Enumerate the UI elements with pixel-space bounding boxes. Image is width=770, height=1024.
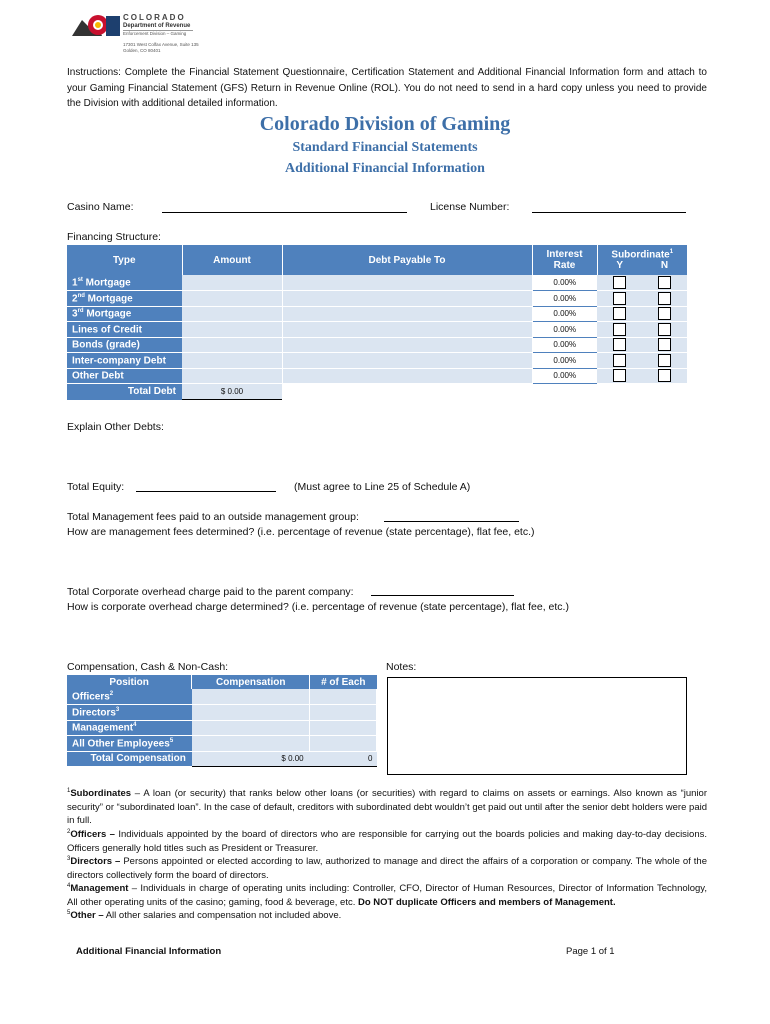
subordinate-yes-checkbox[interactable]	[597, 337, 642, 353]
overhead-question: How is corporate overhead charge determined? (i.e. percentage of revenue (state percentage), flat fee, etc.)	[67, 601, 569, 613]
financing-row	[67, 291, 687, 307]
header-interest-rate: Interest Rate	[532, 245, 597, 275]
amount-input[interactable]	[182, 353, 282, 369]
count-input[interactable]	[310, 736, 377, 752]
compensation-table	[67, 675, 377, 767]
subordinate-no-checkbox[interactable]	[642, 368, 687, 384]
debt-payable-input[interactable]	[282, 275, 532, 291]
casino-name-field[interactable]	[162, 212, 407, 213]
financing-row	[67, 306, 687, 322]
subordinate-no-checkbox[interactable]	[642, 353, 687, 369]
debt-payable-input[interactable]	[282, 306, 532, 322]
financing-structure-label: Financing Structure:	[67, 231, 161, 243]
compensation-row	[67, 705, 377, 721]
interest-rate-input[interactable]: 0.00%	[532, 275, 597, 291]
compensation-input[interactable]	[192, 689, 310, 705]
subordinate-yes-checkbox[interactable]	[597, 322, 642, 338]
notes-field[interactable]	[387, 677, 687, 775]
subtitle-additional: Additional Financial Information	[285, 161, 485, 176]
financing-row-type: Other Debt	[67, 368, 182, 384]
management-fees-question: How are management fees determined? (i.e. percentage of revenue (state percentage), flat fee, etc.)	[67, 526, 535, 538]
total-equity-label: Total Equity:	[67, 481, 125, 493]
overhead-field[interactable]	[371, 595, 514, 596]
logo-state: COLORADO	[123, 13, 186, 22]
footnote-directors: $^3$Directors – Persons appointed or elected according to law, authorized to manage and direct the affairs of a corporation or company. The whole of the directors collectively form the board of directors.	[67, 856, 707, 881]
amount-input[interactable]	[182, 306, 282, 322]
logo-address-line1: 17301 West Colfax Avenue, Suite 135	[123, 42, 199, 47]
header-count: # of Each	[310, 675, 377, 689]
interest-rate-input[interactable]: 0.00%	[532, 368, 597, 384]
overhead-label: Total Corporate overhead charge paid to the parent company:	[67, 586, 354, 598]
debt-payable-input[interactable]	[282, 353, 532, 369]
financing-row	[67, 337, 687, 353]
total-compensation-value: $ 0.00	[192, 751, 310, 766]
financing-row-type: 3rd Mortgage	[67, 306, 182, 322]
total-debt-value: $ 0.00	[182, 384, 282, 400]
page-title: Colorado Division of Gaming	[259, 113, 511, 135]
compensation-input[interactable]	[192, 705, 310, 721]
notes-label: Notes:	[386, 661, 417, 673]
amount-input[interactable]	[182, 322, 282, 338]
subordinate-yes-checkbox[interactable]	[597, 291, 642, 307]
footnote-other: $^5$Other – All other salaries and compensation not included above.	[67, 910, 342, 922]
subordinate-no-checkbox[interactable]	[642, 275, 687, 291]
financing-row	[67, 275, 687, 291]
subordinate-no-checkbox[interactable]	[642, 322, 687, 338]
subordinate-yes-checkbox[interactable]	[597, 306, 642, 322]
financing-row	[67, 353, 687, 369]
explain-other-debts-label: Explain Other Debts:	[67, 421, 164, 433]
debt-payable-input[interactable]	[282, 322, 532, 338]
compensation-row-position: Directors$^3$	[67, 705, 192, 721]
financing-row	[67, 322, 687, 338]
amount-input[interactable]	[182, 275, 282, 291]
count-input[interactable]	[310, 689, 377, 705]
management-fees-label: Total Management fees paid to an outside management group:	[67, 511, 359, 523]
subordinate-yes-checkbox[interactable]	[597, 353, 642, 369]
financing-row	[67, 368, 687, 384]
financing-row-type: Lines of Credit	[67, 322, 182, 338]
interest-rate-input[interactable]: 0.00%	[532, 291, 597, 307]
financing-row-type: Inter-company Debt	[67, 353, 182, 369]
count-input[interactable]	[310, 720, 377, 736]
total-equity-note: (Must agree to Line 25 of Schedule A)	[294, 481, 471, 493]
amount-input[interactable]	[182, 337, 282, 353]
subordinate-yes-checkbox[interactable]	[597, 275, 642, 291]
compensation-row	[67, 736, 377, 752]
header-debt-payable: Debt Payable To	[282, 245, 532, 275]
debt-payable-input[interactable]	[282, 291, 532, 307]
compensation-row-position: All Other Employees$^5$	[67, 736, 192, 752]
license-number-label: License Number:	[430, 201, 510, 213]
compensation-row-position: Management$^4$	[67, 720, 192, 736]
interest-rate-input[interactable]: 0.00%	[532, 322, 597, 338]
total-debt-label: Total Debt	[67, 384, 182, 400]
interest-rate-input[interactable]: 0.00%	[532, 353, 597, 369]
header-position: Position	[67, 675, 192, 689]
subtitle-standard: Standard Financial Statements	[292, 140, 478, 155]
compensation-input[interactable]	[192, 720, 310, 736]
subordinate-yes-checkbox[interactable]	[597, 368, 642, 384]
logo-department: Department of Revenue	[123, 23, 191, 29]
logo-address-line2: Golden, CO 80401	[123, 48, 161, 53]
financing-row-type: Bonds (grade)	[67, 337, 182, 353]
total-compensation-count: 0	[310, 751, 377, 766]
header-compensation: Compensation	[192, 675, 310, 689]
financing-row-type: 1st Mortgage	[67, 275, 182, 291]
compensation-input[interactable]	[192, 736, 310, 752]
compensation-row	[67, 720, 377, 736]
casino-name-label: Casino Name:	[67, 201, 134, 213]
management-fees-field[interactable]	[384, 521, 519, 522]
subordinate-no-checkbox[interactable]	[642, 337, 687, 353]
instructions: Instructions: Complete the Financial Statement Questionnaire, Certification Statement and Additional Financial Information form and attach to your Gaming Financial Statement (GFS) Return in Revenue Online (ROL). You do not need to send in a hard copy unless you need to provide the Division with additional detailed information.	[67, 67, 707, 109]
footer-title: Additional Financial Information	[76, 946, 222, 957]
count-input[interactable]	[310, 705, 377, 721]
interest-rate-input[interactable]: 0.00%	[532, 306, 597, 322]
total-compensation-label: Total Compensation	[67, 751, 192, 766]
interest-rate-input[interactable]: 0.00%	[532, 337, 597, 353]
amount-input[interactable]	[182, 368, 282, 384]
footnote-management: $^4$Management – Individuals in charge of operating units including: Controller, CFO, Director of Human Resources, Director of Information Technology, All other operating units of the casino; gaming, food & beverage, etc. Do NOT duplicate Officers and members of Management.	[67, 883, 707, 908]
colorado-logo-icon	[72, 12, 120, 38]
amount-input[interactable]	[182, 291, 282, 307]
header-type: Type	[67, 245, 182, 275]
license-number-field[interactable]	[532, 212, 686, 213]
compensation-row	[67, 689, 377, 705]
page-number: Page 1 of 1	[566, 946, 615, 957]
footnote-officers: $^2$Officers – Individuals appointed by the board of directors who are responsible for carrying out the boards policies and making day-to-day decisions. Officers generally hold titles such as President or Treasurer.	[67, 829, 708, 854]
financing-row-type: 2nd Mortgage	[67, 291, 182, 307]
subordinate-no-checkbox[interactable]	[642, 306, 687, 322]
header-subordinate: Subordinate$^1$ Y N	[597, 245, 687, 275]
footnote-subordinates: $^1$Subordinates – A loan (or security) that ranks below other loans (or securities) with regard to claims on assets or earnings. Also known as “junior security” or “subordinated loan”. In the case of default, creditors with subordinated debt wouldn’t get paid out until after the senior debt holders were paid in full.	[67, 788, 707, 827]
total-equity-field[interactable]	[136, 491, 276, 492]
header-amount: Amount	[182, 245, 282, 275]
logo-division: Enforcement Division – Gaming	[123, 31, 187, 36]
debt-payable-input[interactable]	[282, 337, 532, 353]
debt-payable-input[interactable]	[282, 368, 532, 384]
compensation-label: Compensation, Cash & Non-Cash:	[67, 661, 229, 673]
subordinate-no-checkbox[interactable]	[642, 291, 687, 307]
compensation-row-position: Officers$^2$	[67, 689, 192, 705]
financing-table	[67, 245, 687, 400]
